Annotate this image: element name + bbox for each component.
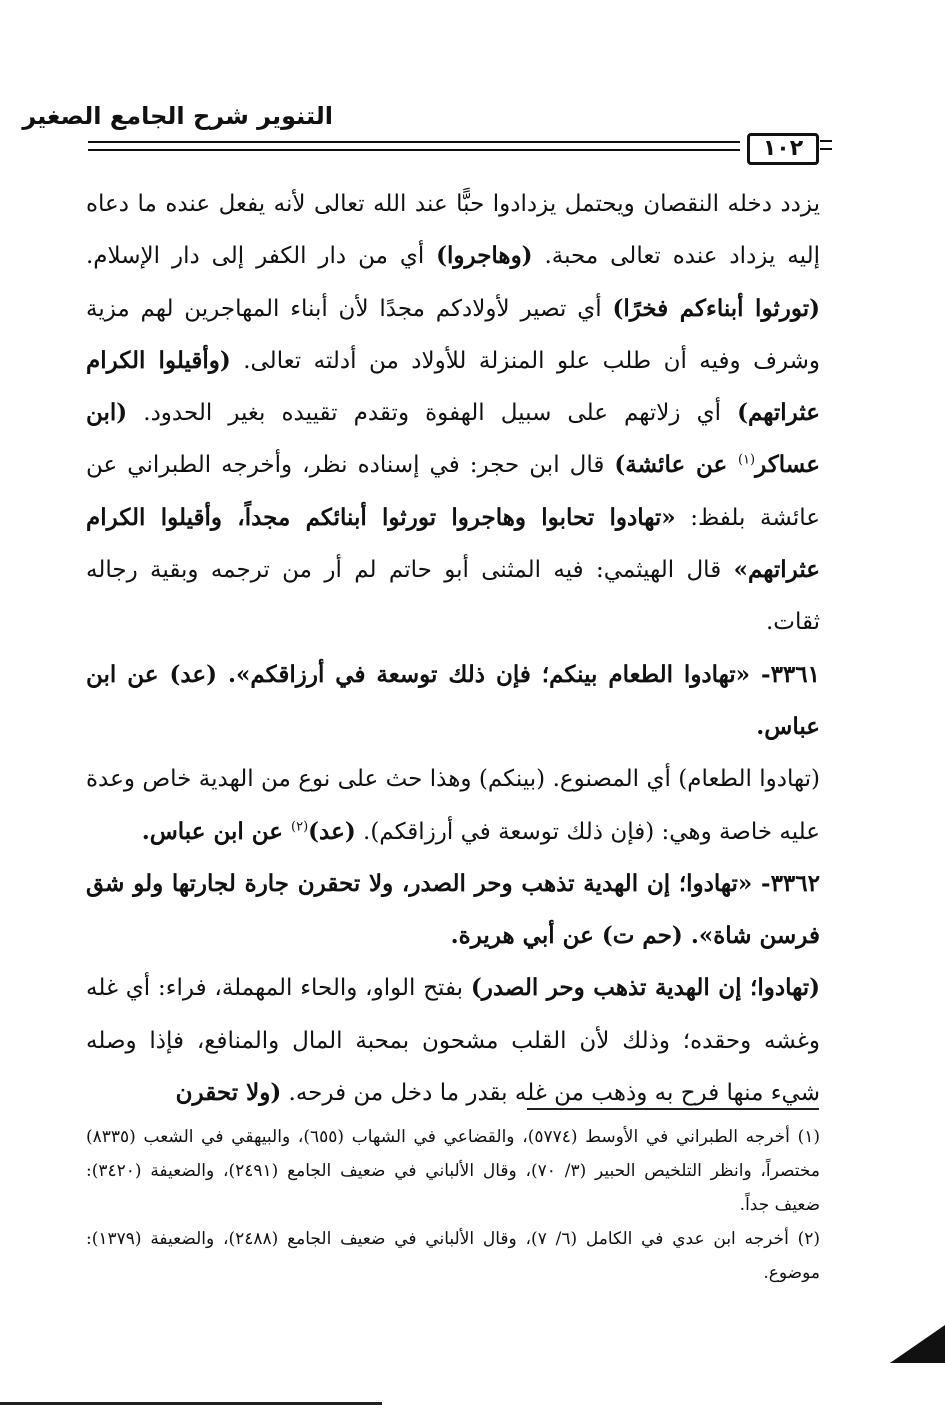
page-number: ١٠٢ <box>747 133 819 165</box>
commentary-paragraph-1 <box>86 178 820 649</box>
footnote-separator <box>527 1108 819 1110</box>
footnote-1: (١) أخرجه الطبراني في الأوسط (٥٧٧٤)، والقضاعي في الشهاب (٦٥٥)، والبيهقي في الشعب (٨٣٣٥) مختصراً، وانظر التلخيص الحبير (٣/ ٧٠)، وقال الألباني في ضعيف الجامع (٢٤٩١)، والضعيفة (٣٤٢٠): ضعيف جداً. <box>86 1127 820 1215</box>
text-run: أي من دار الكفر إلى دار الإسلام. <box>86 243 437 270</box>
text-run: يزدد دخله النقصان ويحتمل يزدادوا حبًّا عند الله تعالى لأنه يفعل عنده ما دعاه إليه يزداد عنده تعالى محبة. <box>86 191 820 270</box>
commentary-paragraph-2 <box>86 753 820 858</box>
bold-phrase: (وأقيلوا الكرام عثراتهم) <box>86 346 820 427</box>
header-rule-top <box>88 141 740 143</box>
page-corner-mark <box>890 1325 945 1363</box>
hadith-3362 <box>86 858 820 963</box>
bold-phrase: (وهاجروا) <box>436 242 533 270</box>
text-run: أي زلاتهم على سبيل الهفوة وتقدم تقييده بغير الحدود. <box>127 400 738 427</box>
text-run: . <box>355 818 371 845</box>
footnote-ref-2: (٢) <box>291 818 309 834</box>
hadith-3361 <box>86 649 820 754</box>
quoted-phrase: (تهادوا الطعام) <box>678 766 820 793</box>
bold-quote: «تهادوا تحابوا وهاجروا تورثوا أبنائكم مجداً، وأقيلوا الكرام عثراتهم» <box>86 503 820 584</box>
hadith-text: «تهادوا الطعام بينكم؛ فإن ذلك توسعة في أرزاقكم». (عد) عن ابن عباس. <box>86 660 820 740</box>
footnote-2: (٢) أخرجه ابن عدي في الكامل (٦/ ٧)، وقال الألباني في ضعيف الجامع (٢٤٨٨)، والضعيفة (١٣٧٩): موضوع. <box>86 1229 820 1283</box>
text-run: قال ابن حجر: في إسناده نظر، وأخرجه الطبراني عن عائشة بلفظ: <box>86 452 820 531</box>
text-run: بفتح الواو، والحاء المهملة، فراء: أي غله وغشه وحقده؛ وذلك لأن القلب مشحون بمحبة المال والمنافع، فإذا وصله شيء منها فرح به وذهب من غله بقدر ما دخل من فرحه. <box>86 975 820 1107</box>
bold-phrase: (ولا تحقرن <box>175 1079 282 1107</box>
running-header-title: التنوير شرح الجامع الصغير <box>22 102 333 130</box>
quoted-phrase: (فإن ذلك توسعة في أرزاقكم) <box>370 818 655 845</box>
hadith-text: «تهادوا؛ إن الهدية تذهب وحر الصدر، ولا تحقرن جارة لجارتها ولو شق فرسن شاة». (حم ت) عن أبي هريرة. <box>86 869 820 950</box>
text-run: أي المصنوع. <box>545 766 679 793</box>
bold-phrase: (تهادوا؛ إن الهدية تذهب وحر الصدر) <box>470 974 820 1002</box>
bold-phrase: (عد) <box>308 817 356 845</box>
header-rule-bottom <box>88 149 740 151</box>
text-run: قال الهيثمي: فيه المثنى أبو حاتم لم أر من ترجمه وبقية رجاله ثقات. <box>86 557 820 636</box>
scan-edge-line <box>0 1402 382 1405</box>
bold-phrase: (تورثوا أبناءكم فخرًا) <box>612 294 821 322</box>
footnote-ref-1: (١) <box>737 452 756 468</box>
bold-phrase: (ابن عساكر <box>86 399 820 479</box>
main-text <box>86 178 820 1119</box>
hadith-number: ٣٣٦٢- <box>752 869 820 897</box>
bold-phrase: عن ابن عباس. <box>141 817 291 845</box>
footnotes <box>86 1120 820 1290</box>
quoted-phrase: (بينكم) <box>478 766 546 793</box>
text-run: وهذا حث على نوع من الهدية خاص وعدة عليه خاصة وهي: <box>86 766 820 845</box>
text-run: أي تصير لأولادكم مجدًا لأن أبناء المهاجرين لهم مزية وشرف وفيه أن طلب علو المنزلة للأولاد من أدلته تعالى. <box>86 295 820 374</box>
commentary-paragraph-3 <box>86 962 820 1119</box>
hadith-number: ٣٣٦١- <box>750 660 820 688</box>
header-rule-end-mark <box>820 140 832 150</box>
bold-phrase: عن عائشة) <box>614 451 738 479</box>
